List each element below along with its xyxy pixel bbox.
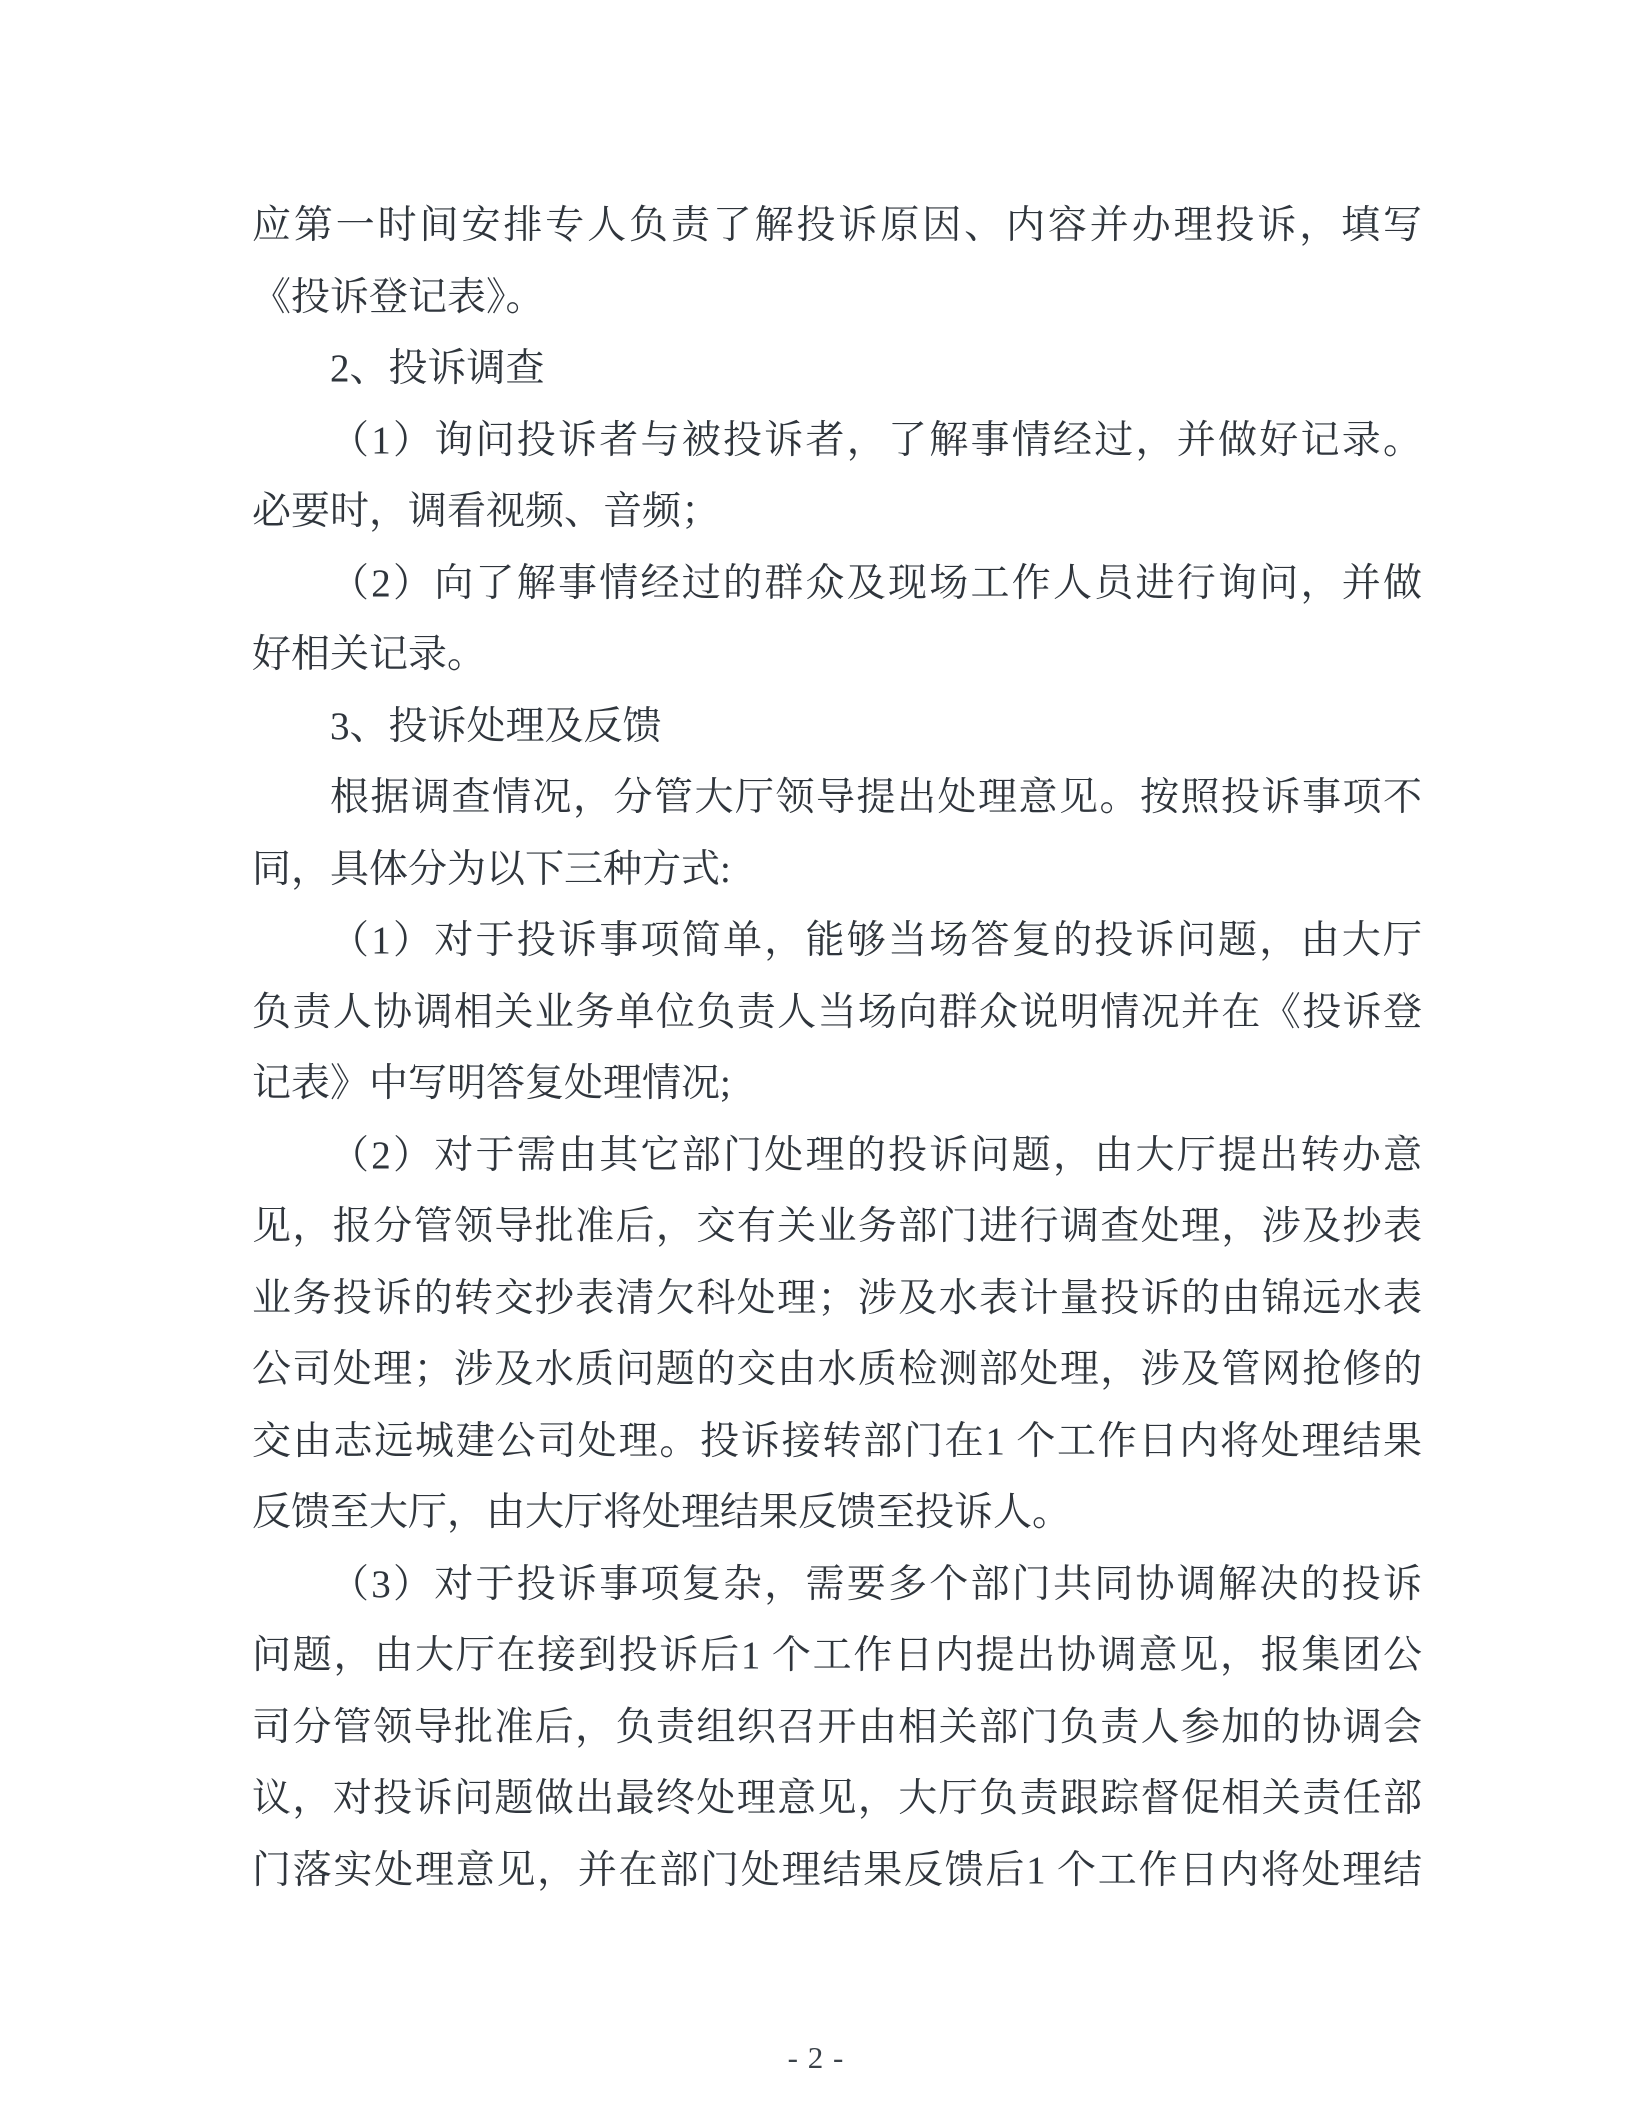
text-line: 记表》中写明答复处理情况; bbox=[252, 1062, 731, 1105]
text-line: 问题，由大厅在接到投诉后1 个工作日内提出协调意见，报集团公 bbox=[252, 1634, 1422, 1677]
text-line: 门落实处理意见，并在部门处理结果反馈后1 个工作日内将处理结 bbox=[252, 1848, 1422, 1892]
text-line: （1）对于投诉事项简单，能够当场答复的投诉问题，由大厅 bbox=[330, 919, 1422, 962]
text-line: 必要时，调看视频、音频； bbox=[252, 490, 721, 533]
page-number: - 2 - bbox=[787, 2040, 845, 2075]
text-line: （3）对于投诉事项复杂，需要多个部门共同协调解决的投诉 bbox=[330, 1562, 1422, 1606]
text-line: 同，具体分为以下三种方式: bbox=[252, 847, 731, 891]
text-line: 公司处理；涉及水质问题的交由水质检测部处理，涉及管网抢修的 bbox=[252, 1348, 1422, 1391]
text-line: 见，报分管领导批准后，交有关业务部门进行调查处理，涉及抄表 bbox=[252, 1205, 1422, 1248]
text-line: 反馈至大厅，由大厅将处理结果反馈至投诉人。 bbox=[252, 1491, 1072, 1534]
text-line: （2）对于需由其它部门处理的投诉问题，由大厅提出转办意 bbox=[330, 1133, 1422, 1177]
text-line: （1）询问投诉者与被投诉者，了解事情经过，并做好记录。 bbox=[330, 418, 1422, 462]
text-line: 业务投诉的转交抄表清欠科处理；涉及水表计量投诉的由锦远水表 bbox=[252, 1276, 1422, 1320]
text-line: 交由志远城建公司处理。投诉接转部门在1 个工作日内将处理结果 bbox=[252, 1419, 1422, 1463]
text-line: 议，对投诉问题做出最终处理意见，大厅负责跟踪督促相关责任部 bbox=[252, 1777, 1422, 1820]
text-line: （2）向了解事情经过的群众及现场工作人员进行询问，并做 bbox=[330, 561, 1422, 605]
document-body bbox=[252, 190, 1422, 1906]
text-line: 《投诉登记表》。 bbox=[252, 275, 545, 319]
text-line: 司分管领导批准后，负责组织召开由相关部门负责人参加的协调会 bbox=[252, 1705, 1422, 1749]
text-line: 好相关记录。 bbox=[252, 633, 487, 676]
text-line: 3、投诉处理及反馈 bbox=[330, 704, 662, 748]
text-line: 根据调查情况，分管大厅领导提出处理意见。按照投诉事项不 bbox=[330, 776, 1422, 819]
text-line: 应第一时间安排专人负责了解投诉原因、内容并办理投诉，填写 bbox=[252, 204, 1422, 247]
text-line: 2、投诉调查 bbox=[330, 347, 545, 390]
text-line: 负责人协调相关业务单位负责人当场向群众说明情况并在《投诉登 bbox=[252, 990, 1422, 1034]
